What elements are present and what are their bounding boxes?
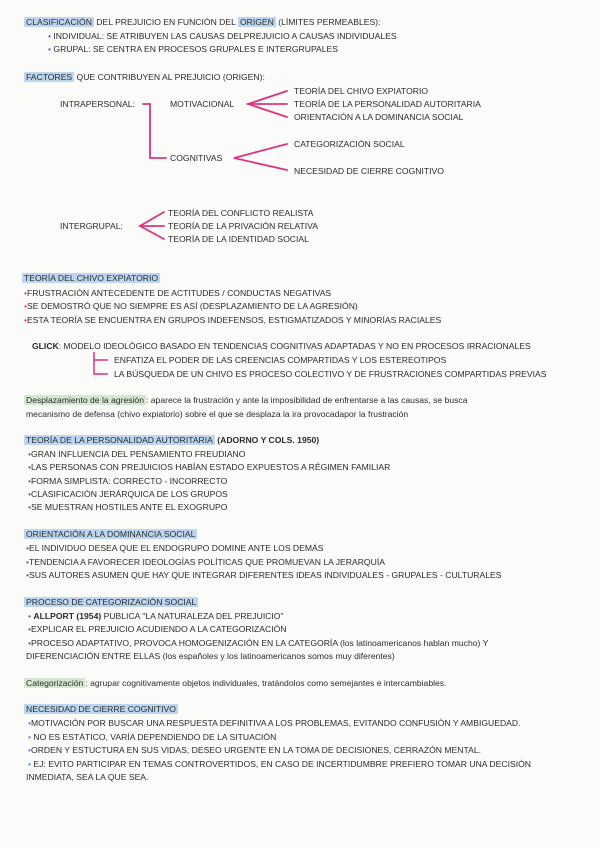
categorizacion-text: : agrupar cognitivamente objetos individuales, tratándolos como semejantes e intercambiables. — [85, 678, 447, 688]
bullet-icon: • — [28, 638, 32, 648]
closure-item — [28, 732, 276, 743]
authoritarian-item — [28, 449, 245, 460]
categorization-allport — [28, 611, 284, 622]
glick-item: LA BÚSQUEDA DE UN CHIVO ES PROCESO COLECTIVO Y DE FRUSTRACIONES COMPARTIDAS PREVIAS — [114, 369, 547, 379]
motivational-item: TEORÍA DEL CHIVO EXPIATORIO — [294, 86, 429, 96]
dominance-item — [26, 543, 324, 554]
dominance-item-text: TENDENCIA A FAVORECER IDEOLOGÍAS POLÍTICAS QUE PROMUEVAN LA JERARQUÍA — [29, 557, 385, 567]
intergrupal-label: INTERGRUPAL: — [60, 221, 123, 231]
glick-item: ENFATIZA EL PODER DE LAS CREENCIAS COMPARTIDAS Y LOS ESTEREOTIPOS — [114, 355, 447, 365]
cognitive-item: CATEGORIZACIÓN SOCIAL — [294, 139, 405, 149]
origin-title-end: (LÍMITES PERMEABLES): — [275, 17, 381, 27]
closure-item-text: NO ES ESTÁTICO, VARÍA DEPENDIENDO DE LA SITUACIÓN — [33, 732, 277, 742]
authoritarian-item — [28, 502, 227, 513]
bullet-icon: • — [24, 301, 28, 311]
bullet-icon: • — [28, 502, 32, 512]
dominance-title — [24, 529, 197, 540]
bullet-icon: • — [26, 570, 30, 580]
displacement-line-2: mecanismo de defensa (chivo expiatorio) sobre el que se desplaza la ira provocadapor la frustración — [26, 409, 409, 419]
closure-item-text: MOTIVACIÓN POR BUSCAR UNA RESPUESTA DEFINITIVA A LOS PROBLEMAS, EVITANDO CONFUSIÓN Y AMBIGUEDAD. — [31, 718, 521, 728]
motivacional-label: MOTIVACIONAL — [170, 99, 235, 109]
bullet-icon: • — [28, 759, 32, 769]
glick-bracket — [0, 0, 600, 400]
bullet-icon: • — [28, 745, 32, 755]
intrapersonal-label: INTRAPERSONAL: — [60, 99, 135, 109]
origin-item-text: GRUPAL: SE CENTRA EN PROCESOS GRUPALES E INTERGRUPALES — [53, 44, 339, 54]
categorizacion-definition — [24, 678, 446, 689]
origin-title-hl1: CLASIFICACIÓN — [26, 17, 92, 27]
displacement-line-1 — [24, 395, 468, 406]
authoritarian-item — [28, 489, 228, 500]
authoritarian-item-text: GRAN INFLUENCIA DEL PENSAMIENTO FREUDIANO — [31, 449, 246, 459]
scapegoat-item-text: ESTA TEORÍA SE ENCUENTRA EN GRUPOS INDEFENSOS, ESTIGMATIZADOS Y MINORÍAS RACIALES — [27, 315, 442, 325]
glick-label: GLICK — [32, 341, 59, 351]
closure-title-text: NECESIDAD DE CIERRE COGNITIVO — [26, 704, 176, 714]
authoritarian-item-text: LAS PERSONAS CON PREJUICIOS HABÍAN ESTADO EXPUESTOS A RÉGIMEN FAMILIAR — [31, 462, 391, 472]
bullet-icon: • — [28, 611, 32, 621]
categorization-title-text: PROCESO DE CATEGORIZACIÓN SOCIAL — [26, 597, 197, 607]
glick-text: : MODELO IDEOLÓGICO BASADO EN TENDENCIAS COGNITIVAS ADAPTADAS Y NO EN PROCESOS IRRACIONALES — [58, 341, 531, 351]
bullet-icon: • — [24, 315, 28, 325]
authoritarian-title-text: TEORÍA DE LA PERSONALIDAD AUTORITARIA — [26, 435, 213, 445]
motivational-item: ORIENTACIÓN A LA DOMINANCIA SOCIAL — [294, 112, 464, 122]
intergroup-item: TEORÍA DE LA PRIVACIÓN RELATIVA — [168, 221, 318, 231]
authoritarian-item-text: FORMA SIMPLISTA: CORRECTO - INCORRECTO — [31, 476, 228, 486]
categorization-item-text: PROCESO ADAPTATIVO, PROVOCA HOMOGENIZACIÓN EN LA CATEGORÍA (los latinoamericanos hablan mucho) Y — [31, 638, 489, 648]
authoritarian-item — [28, 462, 390, 473]
categorization-item — [28, 638, 488, 649]
closure-continuation: INMEDIATA, SEA LA QUE SEA. — [26, 772, 149, 782]
dominance-item — [26, 570, 501, 581]
categorization-continuation: DIFERENCIACIÓN ENTRE ELLAS (los españoles y los latinoamericanos somos muy diferentes) — [26, 651, 395, 661]
bullet-icon: • — [24, 288, 28, 298]
dominance-title-text: ORIENTACIÓN A LA DOMINANCIA SOCIAL — [26, 529, 196, 539]
dominance-item-text: EL INDIVIDUO DESEA QUE EL ENDOGRUPO DOMINE ANTE LOS DEMÁS — [29, 543, 324, 553]
dominance-item — [26, 557, 385, 568]
bullet-icon: • — [28, 732, 32, 742]
bullet-icon: • — [28, 489, 32, 499]
motivational-item: TEORÍA DE LA PERSONALIDAD AUTORITARIA — [294, 99, 481, 109]
authoritarian-item — [28, 476, 227, 487]
factors-title-rest: QUE CONTRIBUYEN AL PREJUICIO (ORIGEN): — [74, 72, 265, 82]
closure-item-text: ORDEN Y ESTUCTURA EN SUS VIDAS, DESEO URGENTE EN LA TOMA DE DECISIONES, CERRAZÓN MENTAL. — [31, 745, 482, 755]
cognitive-item: NECESIDAD DE CIERRE COGNITIVO — [294, 166, 444, 176]
closure-item — [28, 745, 481, 756]
authoritarian-item-text: SE MUESTRAN HOSTILES ANTE EL EXOGRUPO — [31, 502, 228, 512]
scapegoat-title-text: TEORÍA DEL CHIVO EXPIATORIO — [24, 273, 159, 283]
displacement-text: : aparece la frustración y ante la imposibilidad de enfrentarse a las causas, se busca — [146, 395, 468, 405]
origin-item-text: INDIVIDUAL: SE ATRIBUYEN LAS CAUSAS DELPREJUICIO A CAUSAS INDIVIDUALES — [53, 31, 397, 41]
bullet-icon: • — [28, 718, 32, 728]
factors-title-hl: FACTORES — [26, 72, 73, 82]
authoritarian-authors: (ADORNO Y COLS. 1950) — [217, 435, 320, 445]
scapegoat-item-text: SE DEMOSTRÓ QUE NO SIEMPRE ES ASÍ (DESPLAZAMIENTO DE LA AGRESIÓN) — [27, 301, 358, 311]
displacement-term: Desplazamiento de la agresión — [26, 395, 144, 405]
bullet-icon: • — [26, 543, 30, 553]
categorization-item — [28, 624, 287, 635]
allport-label: ALLPORT (1954) — [33, 611, 102, 621]
closure-item — [28, 718, 520, 729]
closure-item-text: EJ: EVITO PARTICIPAR EN TEMAS CONTROVERTIDOS, EN CASO DE INCERTIDUMBRE PREFIERO TOMAR UNA DECISIÓN — [33, 759, 531, 769]
bullet-icon: • — [26, 557, 30, 567]
bullet-icon: • — [28, 476, 32, 486]
categorization-title — [24, 597, 198, 608]
origin-title-mid: DEL PREJUICIO EN FUNCIÓN DEL — [93, 17, 238, 27]
categorization-item-text: EXPLICAR EL PREJUICIO ACUDIENDO A LA CATEGORIZACIÓN — [31, 624, 287, 634]
cognitivas-label: COGNITIVAS — [170, 153, 223, 163]
intergroup-item: TEORÍA DE LA IDENTIDAD SOCIAL — [168, 234, 309, 244]
bullet-icon: • — [48, 44, 52, 54]
categorizacion-term: Categorización — [26, 678, 84, 688]
bullet-icon: • — [28, 449, 32, 459]
dominance-item-text: SUS AUTORES ASUMEN QUE HAY QUE INTEGRAR DIFERENTES IDEAS INDIVIDUALES - GRUPALES - CULTURALES — [29, 570, 502, 580]
closure-title — [24, 704, 178, 715]
allport-text: PUBLICA "LA NATURALEZA DEL PREJUICIO" — [101, 611, 284, 621]
scapegoat-item-text: FRUSTRACIÓN ANTECEDENTE DE ACTITUDES / CONDUCTAS NEGATIVAS — [27, 288, 332, 298]
intergroup-item: TEORÍA DEL CONFLICTO REALISTA — [168, 208, 314, 218]
authoritarian-item-text: CLASIFICACIÓN JERÁRQUICA DE LOS GRUPOS — [31, 489, 228, 499]
bullet-icon: • — [48, 31, 52, 41]
closure-item — [28, 759, 531, 770]
authoritarian-title — [24, 435, 319, 446]
bullet-icon: • — [28, 624, 32, 634]
origin-title-hl2: ORIGEN — [239, 17, 274, 27]
bullet-icon: • — [28, 462, 32, 472]
